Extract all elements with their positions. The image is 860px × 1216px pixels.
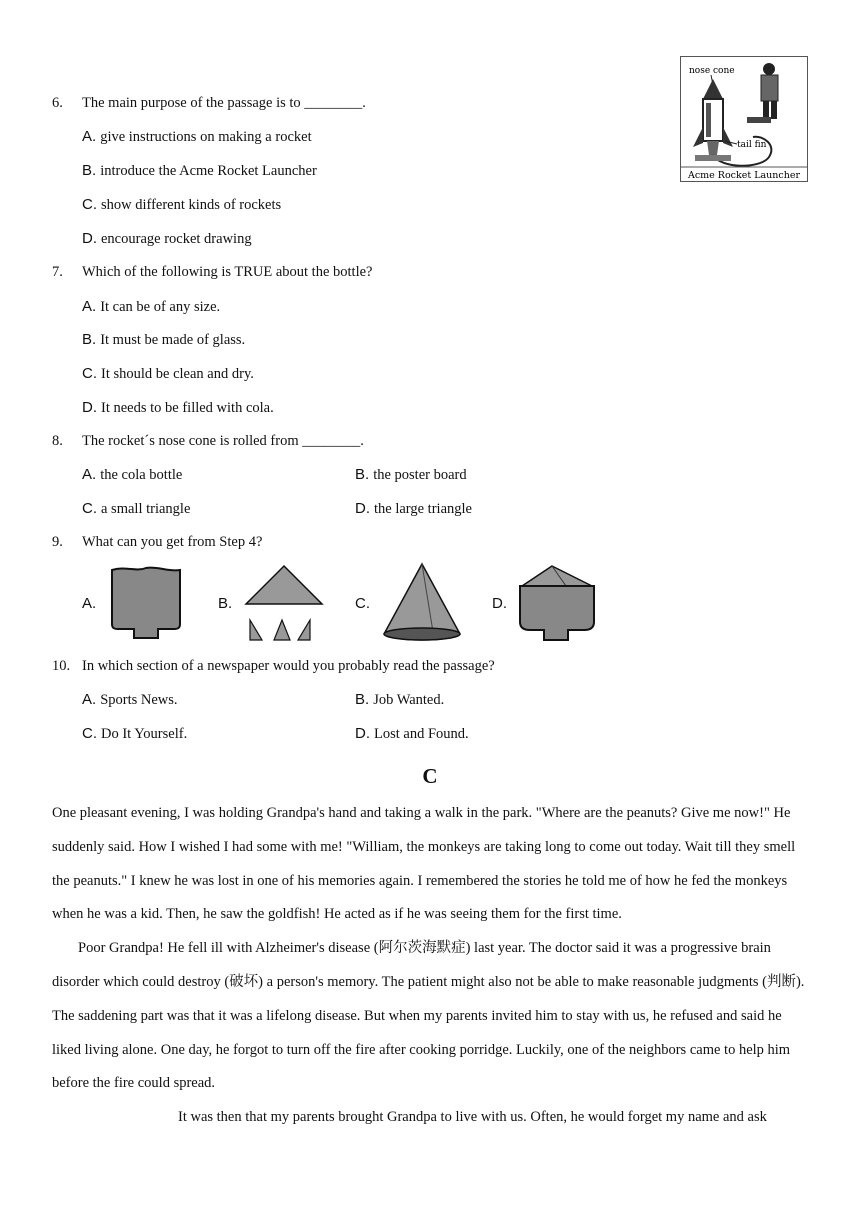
triangles-icon[interactable] [242, 564, 326, 644]
option-text: It can be of any size. [100, 299, 221, 315]
option-letter: D. [355, 725, 370, 742]
option-letter: A. [82, 691, 97, 708]
cone-icon[interactable] [380, 562, 464, 644]
option-text: the cola bottle [100, 467, 183, 483]
option-a[interactable] [82, 466, 182, 484]
option-text: give instructions on making a rocket [100, 129, 312, 145]
option-d-letter[interactable]: D. [492, 595, 507, 612]
option-d[interactable] [82, 230, 252, 248]
option-a[interactable] [82, 298, 220, 316]
nose-cone-label: nose cone [689, 66, 735, 76]
option-b[interactable] [355, 691, 444, 709]
option-c[interactable] [82, 196, 281, 214]
option-text: the large triangle [374, 501, 472, 517]
option-text: the poster board [373, 467, 467, 483]
question-text: In which section of a newspaper would you probably read the passage? [82, 658, 495, 674]
rocket-body-icon[interactable] [516, 562, 598, 644]
option-letter: C. [82, 365, 97, 382]
option-c[interactable] [82, 500, 190, 518]
option-text: It needs to be filled with cola. [101, 400, 274, 416]
option-text: Sports News. [100, 692, 178, 708]
passage [52, 797, 812, 1135]
option-letter: D. [82, 230, 97, 247]
option-letter: A. [82, 128, 97, 145]
option-a-letter[interactable]: A. [82, 595, 97, 612]
option-text: Job Wanted. [373, 692, 445, 708]
option-b[interactable] [82, 162, 317, 180]
option-letter: C. [82, 500, 97, 517]
option-text: It must be made of glass. [100, 332, 246, 348]
option-text: a small triangle [101, 501, 191, 517]
bottle-shape-icon[interactable] [106, 566, 186, 642]
option-letter: B. [82, 162, 97, 179]
option-c-letter[interactable]: C. [355, 595, 370, 612]
paragraph-2: Poor Grandpa! He fell ill with Alzheimer's disease (阿尔茨海默症) last year. The doctor said it was a progressive brain disorder which could destroy (破坏) a person's memory. The patient might also not be able to make reasonable judgments (判断). The saddening part was that it was a lifelong disease. But when my parents invited him to stay with us, he refused and said he liked living alone. One day, he forgot to turn off the fire after cooking porridge. Luckily, one of the neighbors came to help him before the fire could spread. [52, 940, 805, 1092]
option-text: Lost and Found. [374, 726, 469, 742]
option-text: show different kinds of rockets [101, 197, 282, 213]
option-c[interactable] [82, 365, 254, 383]
question-number: 8. [52, 433, 63, 449]
option-text: encourage rocket drawing [101, 231, 252, 247]
paragraph-1: One pleasant evening, I was holding Grandpa's hand and taking a walk in the park. "Where are the peanuts? Give me now!" He suddenly said. How I wished I had some with me! "William, the monkeys are taking long to come out today. Wait till they smell the peanuts." I knew he was lost in one of his memories again. I remembered the stories he told me of how he fed the monkeys when he was a kid. Then, he saw the goldfish! He acted as if he was seeing them for the first time. [52, 805, 796, 923]
option-text: introduce the Acme Rocket Launcher [100, 163, 317, 179]
rocket-launcher-figure [680, 56, 808, 182]
question-number: 6. [52, 95, 63, 111]
question-number: 10. [52, 658, 71, 674]
question-text: What can you get from Step 4? [82, 534, 263, 550]
paragraph-3: It was then that my parents brought Grandpa to live with us. Often, he would forget my name and ask [178, 1109, 767, 1126]
option-letter: A. [82, 298, 97, 315]
rocket-launcher-illustration [681, 57, 807, 181]
option-a[interactable] [82, 128, 312, 146]
option-letter: B. [355, 691, 370, 708]
option-text: Do It Yourself. [101, 726, 188, 742]
option-b-letter[interactable]: B. [218, 595, 233, 612]
option-a[interactable] [82, 691, 178, 709]
question-number: 7. [52, 264, 63, 280]
option-d[interactable] [355, 725, 469, 743]
option-letter: B. [355, 466, 370, 483]
option-letter: B. [82, 331, 97, 348]
option-text: It should be clean and dry. [101, 366, 254, 382]
option-letter: C. [82, 725, 97, 742]
option-letter: A. [82, 466, 97, 483]
section-title: C [422, 764, 438, 788]
option-b[interactable] [355, 466, 467, 484]
option-letter: D. [82, 399, 97, 416]
question-text: The main purpose of the passage is to ________. [82, 95, 366, 111]
question-number: 9. [52, 534, 63, 550]
question-text: The rocket´s nose cone is rolled from ________. [82, 433, 364, 449]
figure-caption: Acme Rocket Launcher [687, 170, 801, 181]
question-text: Which of the following is TRUE about the bottle? [82, 264, 373, 280]
option-letter: C. [82, 196, 97, 213]
option-d[interactable] [82, 399, 274, 417]
tail-fin-label: tail fin [737, 140, 767, 150]
option-b[interactable] [82, 331, 245, 349]
option-d[interactable] [355, 500, 472, 518]
option-letter: D. [355, 500, 370, 517]
option-c[interactable] [82, 725, 187, 743]
